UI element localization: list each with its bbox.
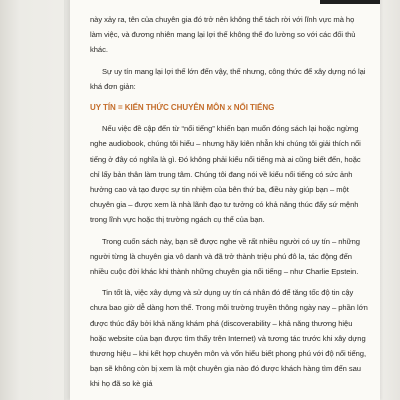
formula-heading: UY TÍN = KIẾN THỨC CHUYÊN MÔN x NỔI TIẾNG [90,103,275,113]
running-header-title [293,0,376,1]
paragraph-5: Tin tốt là, việc xây dựng và sử dụng uy tín cá nhân đó để tăng tốc độ tin cậy chưa bao giờ dễ dàng hơn thế. Trong môi trường truyền thông ngày nay – phần lớn được thúc đẩy bởi khả năng khám phá (discoverability – khả năng thương hiệu hoặc website của bạn được tìm thấy trên Internet) và tương tác trước khi xây dựng thương hiệu – khi kết hợp chuyên môn và vốn hiểu biết phong phú với độ nổi tiếng, bạn sẽ không còn bị xem là một chuyên gia nào đó được khách hàng tìm đến sau khi họ đã so kè giá [90,288,368,389]
page-body [90,12,368,398]
paragraph-3: Nếu việc đề cập đến từ “nổi tiếng” khiến bạn muốn đóng sách lại hoặc ngừng nghe audiobook, chúng tôi hiểu – nhưng hãy kiên nhẫn khi chúng tôi giải thích nổi tiếng ở đây có nghĩa là gì. Đó không phải kiểu nổi tiếng mà ai cũng biết đến, hoặc chỉ lấy bản thân làm trung tâm. Chúng tôi đang nói về kiểu nổi tiếng có sức ảnh hưởng cao và tạo được sự tin nhiệm của bên thứ ba, điều này giúp bạn – một chuyên gia – được xem là nhà lãnh đạo tư tưởng có khả năng thúc đẩy sứ mệnh trong lĩnh vực hoặc thị trường ngách cụ thể của bạn. [90,124,361,225]
running-header-bar [320,0,380,4]
paragraph-2: Sự uy tín mang lại lợi thế lớn đến vậy, thế nhưng, công thức để xây dựng nó lại khá đơn giản: [90,66,366,91]
book-page [70,0,380,400]
paragraph-1: này xảy ra, tên của chuyên gia đó trở nên không thể tách rời với lĩnh vực mà họ làm việc, và đương nhiên mang lại lợi thế không thể đo lường so với các đối thủ khác. [90,15,356,55]
paragraph-4: Trong cuốn sách này, bạn sẽ được nghe về rất nhiều người có uy tín – những người từng là chuyên gia vô danh và đã trở thành triệu phú đô la, tác động đến nhiều cuộc đời khác khi thành những chuyên gia nổi tiếng – như Charlie Epstein. [90,236,360,277]
